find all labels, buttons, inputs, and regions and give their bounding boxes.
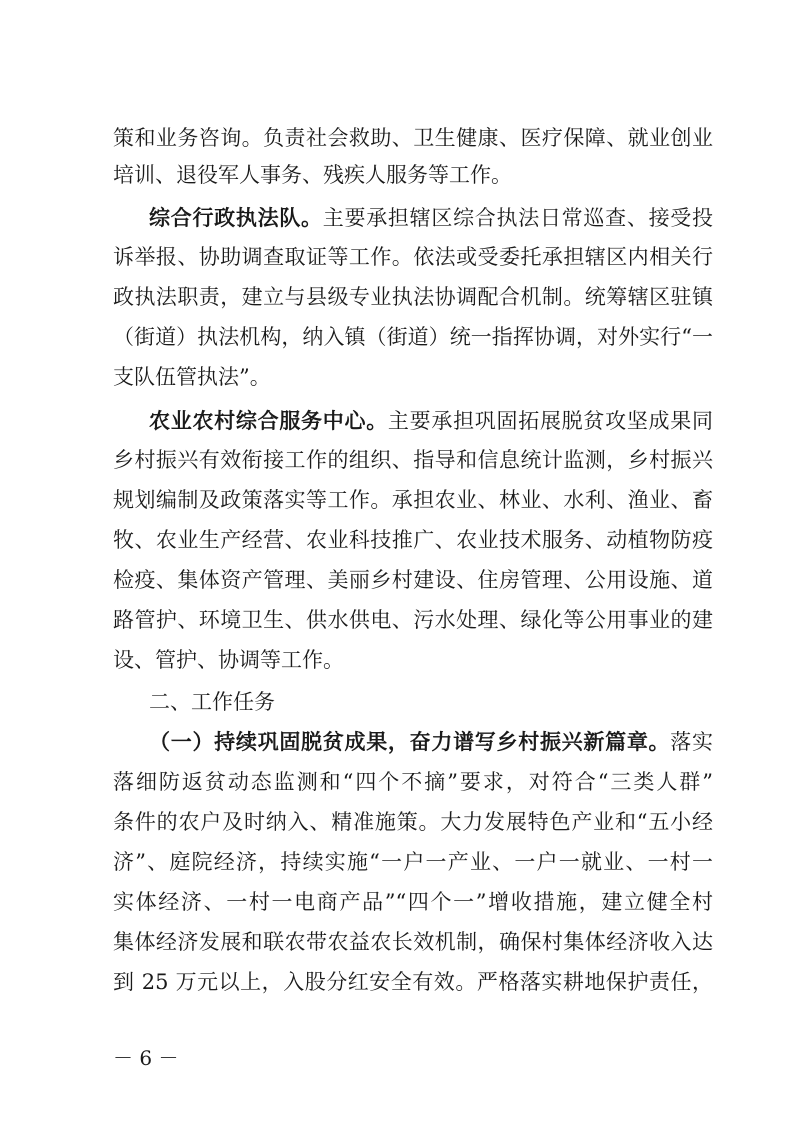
page-number: － 6 － bbox=[113, 1046, 179, 1070]
heading-text: 二、工作任务 bbox=[149, 690, 275, 714]
line-text: （街道）执法机构，纳入镇（街道）统一指挥协调，对外实行“一 bbox=[113, 325, 713, 349]
text-line bbox=[113, 123, 713, 153]
paragraph-lead: 综合行政执法队。 bbox=[149, 206, 323, 230]
line-text: 设、管护、协调等工作。 bbox=[113, 648, 344, 672]
line-text: 到 25 万元以上，入股分红安全有效。严格落实耕地保护责任， bbox=[113, 970, 713, 994]
text-line bbox=[113, 242, 713, 272]
text-line bbox=[149, 203, 713, 233]
paragraph-lead: 农业农村综合服务中心。 bbox=[149, 409, 388, 433]
text-line bbox=[113, 887, 713, 917]
text-line bbox=[113, 967, 713, 997]
section-heading bbox=[149, 687, 713, 717]
line-text: 政执法职责，建立与县级专业执法协调配合机制。统筹辖区驻镇 bbox=[113, 285, 713, 309]
text-line bbox=[113, 445, 713, 475]
line-text: 落细防返贫动态监测和“四个不摘”要求，对符合“三类人群” bbox=[113, 770, 713, 794]
text-line bbox=[113, 525, 713, 555]
line-text: 培训、退役军人事务、残疾人服务等工作。 bbox=[113, 163, 512, 187]
text-line bbox=[113, 847, 713, 877]
text-line bbox=[113, 485, 713, 515]
text-line bbox=[113, 160, 713, 190]
text-line bbox=[113, 362, 713, 392]
line-text: 检疫、集体资产管理、美丽乡村建设、住房管理、公用设施、道 bbox=[113, 568, 713, 592]
text-line bbox=[113, 767, 713, 797]
line-text: 支队伍管执法”。 bbox=[113, 365, 271, 389]
paragraph-lead: （一）持续巩固脱贫成果，奋力谱写乡村振兴新篇章。 bbox=[149, 730, 671, 754]
line-text: 策和业务咨询。负责社会救助、卫生健康、医疗保障、就业创业 bbox=[113, 126, 713, 150]
text-line bbox=[113, 282, 713, 312]
line-text: 条件的农户及时纳入、精准施策。大力发展特色产业和“五小经 bbox=[113, 810, 713, 834]
text-line bbox=[113, 322, 713, 352]
line-text: 主要承担巩固拓展脱贫攻坚成果同 bbox=[387, 409, 713, 433]
text-line bbox=[113, 565, 713, 595]
line-text: 济”、庭院经济，持续实施“一户一产业、一户一就业、一村一 bbox=[113, 850, 713, 874]
text-line bbox=[149, 406, 713, 436]
line-text: 集体经济发展和联农带农益农长效机制，确保村集体经济收入达 bbox=[113, 930, 713, 954]
line-text: 主要承担辖区综合执法日常巡查、接受投 bbox=[322, 206, 713, 230]
text-line bbox=[113, 605, 713, 635]
line-text: 路管护、环境卫生、供水供电、污水处理、绿化等公用事业的建 bbox=[113, 608, 713, 632]
text-line bbox=[149, 727, 713, 757]
line-text: 诉举报、协助调查取证等工作。依法或受委托承担辖区内相关行 bbox=[113, 245, 713, 269]
line-text: 牧、农业生产经营、农业科技推广、农业技术服务、动植物防疫 bbox=[113, 528, 713, 552]
line-text: 实体经济、一村一电商产品”“四个一”增收措施，建立健全村 bbox=[113, 890, 713, 914]
text-line bbox=[113, 645, 713, 675]
text-line bbox=[113, 927, 713, 957]
line-text: 规划编制及政策落实等工作。承担农业、林业、水利、渔业、畜 bbox=[113, 488, 713, 512]
line-text: 乡村振兴有效衔接工作的组织、指导和信息统计监测，乡村振兴 bbox=[113, 448, 713, 472]
text-line bbox=[113, 807, 713, 837]
line-text: 落实 bbox=[670, 730, 713, 754]
